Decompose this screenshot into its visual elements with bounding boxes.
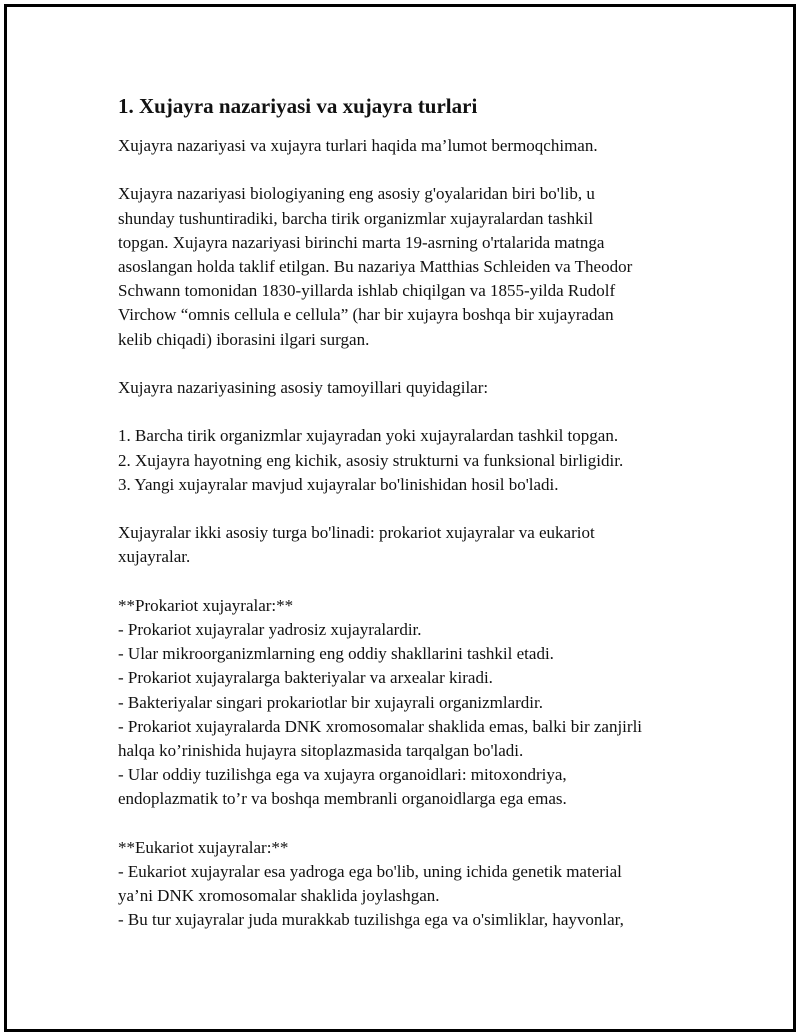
text-line: shunday tushuntiradiki, barcha tirik organizmlar xujayralardan tashkil bbox=[118, 208, 594, 228]
text-line: asoslangan holda taklif etilgan. Bu nazariya Matthias Schleiden va Theodor bbox=[118, 257, 633, 276]
paragraph-gap bbox=[118, 497, 718, 521]
intro-line: Xujayra nazariyasi va xujayra turlari haqida ma’lumot bermoqchiman. bbox=[118, 136, 598, 155]
list-item: - Ular oddiy tuzilishga ega va xujayra organoidlari: mitoxondriya, bbox=[118, 765, 567, 785]
prokaryote-heading: **Prokariot xujayralar:** bbox=[118, 595, 294, 615]
text-line: Xujayralar ikki asosiy turga bo'linadi: prokariot xujayralar va eukariot bbox=[118, 523, 595, 543]
document-body bbox=[118, 92, 718, 933]
paragraph-gap bbox=[118, 158, 718, 182]
prokaryote-list bbox=[118, 618, 718, 812]
list-item: halqa ko’rinishida hujayra sitoplazmasida tarqalgan bo'ladi. bbox=[118, 741, 524, 760]
theory-paragraph bbox=[118, 182, 718, 351]
text-line: Schwann tomonidan 1830-yillarda ishlab chiqilgan va 1855-yilda Rudolf bbox=[118, 281, 616, 301]
principles-heading: Xujayra nazariyasining asosiy tamoyillari quyidagilar: bbox=[118, 378, 489, 397]
list-item: 2. Xujayra hayotning eng kichik, asosiy strukturni va funksional birligidir. bbox=[118, 450, 624, 470]
list-item: 1. Barcha tirik organizmlar xujayradan yoki xujayralardan tashkil topgan. bbox=[118, 426, 619, 446]
text-line: Xujayra nazariyasi biologiyaning eng asosiy g'oyalaridan biri bo'lib, u bbox=[118, 184, 595, 204]
list-item: ya’ni DNK xromosomalar shaklida joylashgan. bbox=[118, 886, 440, 906]
paragraph-gap bbox=[118, 570, 718, 594]
list-item: - Prokariot xujayralarda DNK xromosomalar shaklida emas, balki bir zanjirli bbox=[118, 716, 643, 736]
list-item: - Ular mikroorganizmlarning eng oddiy shakllarini tashkil etadi. bbox=[118, 644, 554, 664]
list-item: - Prokariot xujayralar yadrosiz xujayralardir. bbox=[118, 619, 422, 639]
list-item: 3. Yangi xujayralar mavjud xujayralar bo'linishidan hosil bo'ladi. bbox=[118, 474, 559, 494]
principles-list bbox=[118, 424, 718, 497]
eukaryote-heading: **Eukariot xujayralar:** bbox=[118, 837, 289, 857]
text-line: xujayralar. bbox=[118, 547, 191, 567]
list-item: endoplazmatik to’r va boshqa membranli organoidlarga ega emas. bbox=[118, 789, 567, 809]
text-line: kelib chiqadi) iborasini ilgari surgan. bbox=[118, 329, 370, 349]
list-item: - Bu tur xujayralar juda murakkab tuzilishga ega va o'simliklar, hayvonlar, bbox=[118, 910, 624, 930]
text-line: Virchow “omnis cellula e cellula” (har bir xujayra boshqa bir xujayradan bbox=[118, 305, 614, 325]
eukaryote-list bbox=[118, 860, 718, 933]
paragraph-gap bbox=[118, 400, 718, 424]
list-item: - Eukariot xujayralar esa yadroga ega bo'lib, uning ichida genetik material bbox=[118, 862, 622, 881]
types-paragraph bbox=[118, 521, 718, 569]
document-title: 1. Xujayra nazariyasi va xujayra turlari bbox=[118, 94, 478, 118]
list-item: - Prokariot xujayralarga bakteriyalar va arxealar kiradi. bbox=[118, 668, 493, 688]
paragraph-gap bbox=[118, 812, 718, 836]
paragraph-gap bbox=[118, 352, 718, 376]
text-line: topgan. Xujayra nazariyasi birinchi marta 19-asrning o'rtalarida matnga bbox=[118, 232, 605, 252]
list-item: - Bakteriyalar singari prokariotlar bir xujayrali organizmlardir. bbox=[118, 692, 544, 712]
